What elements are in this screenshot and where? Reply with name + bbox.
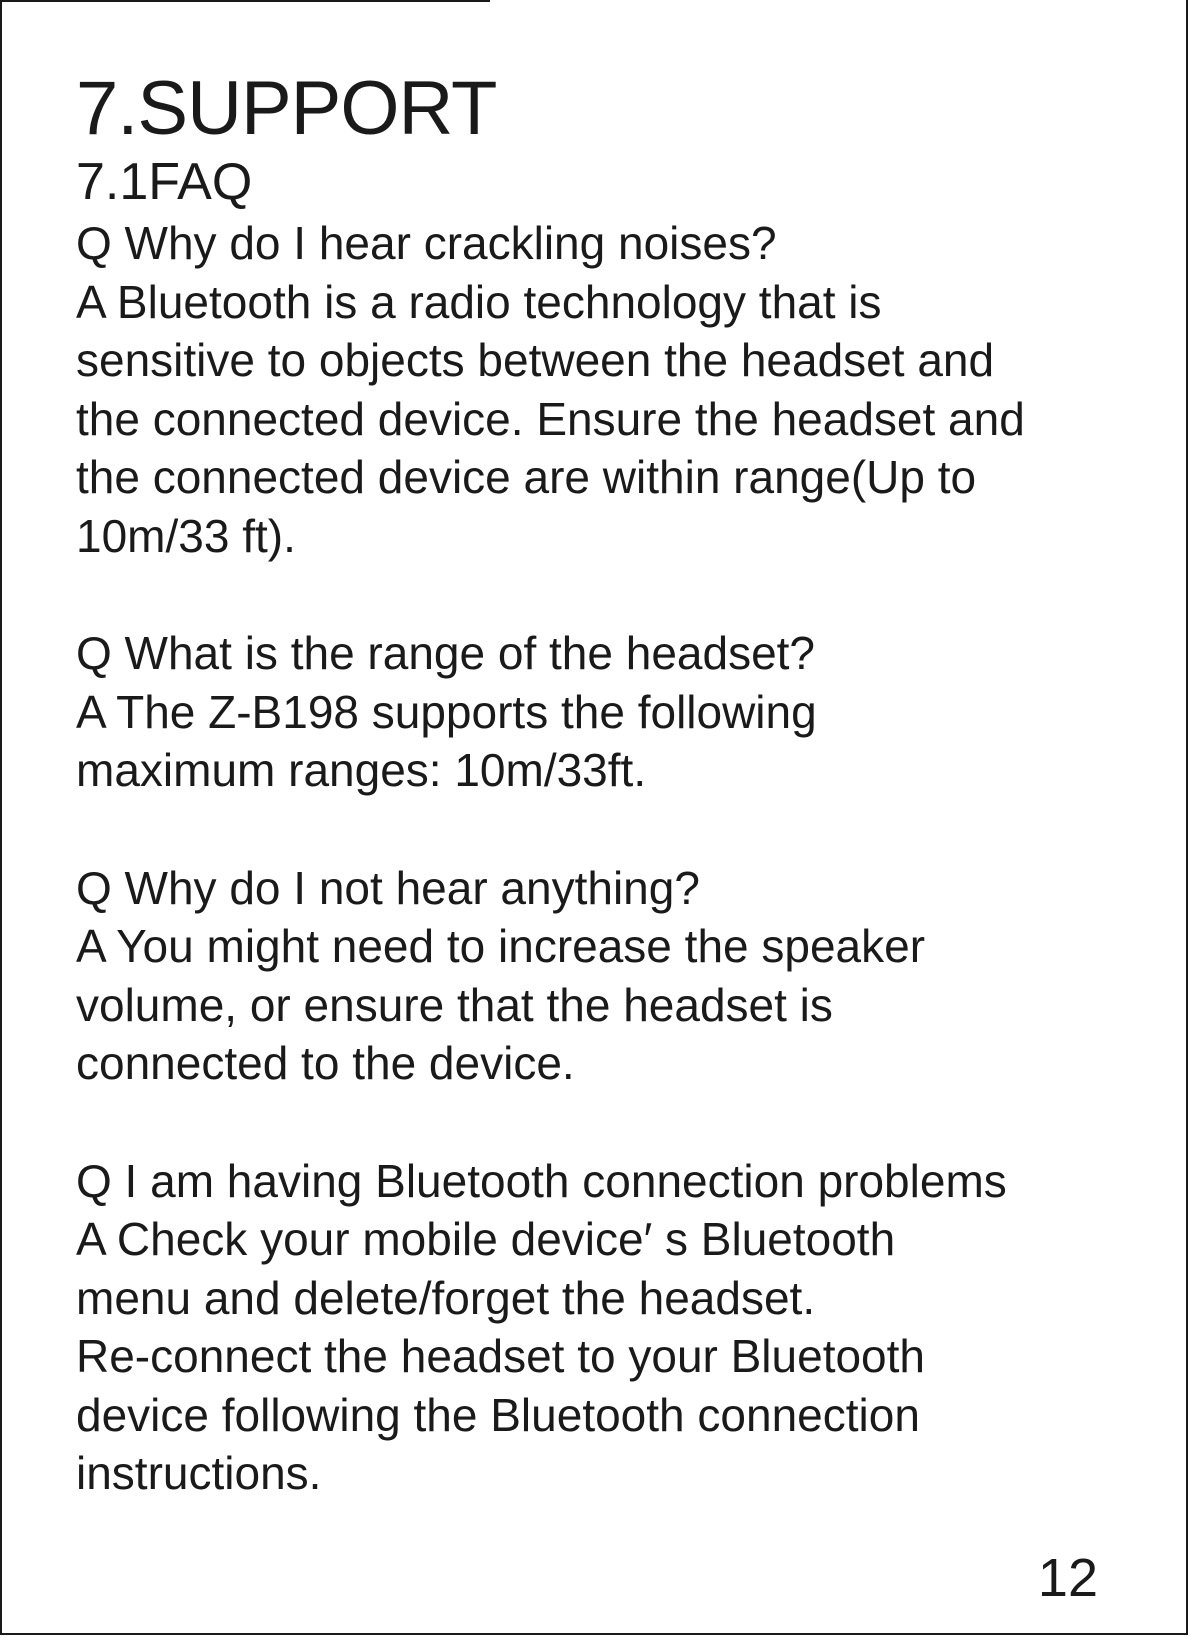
faq-list: [76, 214, 1136, 1503]
page-number: 12: [1037, 1548, 1098, 1608]
faq-question: Q I am having Bluetooth connection problems: [76, 1154, 1007, 1207]
faq-answer-line: connected to the device.: [76, 1037, 575, 1089]
faq-answer-line: Re-connect the headset to your Bluetooth: [76, 1330, 926, 1382]
faq-answer-line: the connected device are within range(Up to: [76, 451, 977, 503]
faq-answer-line: A Bluetooth is a radio technology that is: [76, 275, 882, 328]
faq-answer-line: maximum ranges: 10m/33ft.: [76, 744, 647, 796]
faq-item: [76, 1152, 1136, 1503]
faq-answer-line: the connected device. Ensure the headset and: [76, 392, 1025, 445]
faq-answer-line: device following the Bluetooth connection: [76, 1388, 920, 1441]
faq-answer-line: sensitive to objects between the headset and: [76, 334, 995, 386]
faq-answer-line: volume, or ensure that the headset is: [76, 978, 833, 1031]
faq-question: Q Why do I not hear anything?: [76, 861, 700, 914]
faq-answer-line: A You might need to increase the speaker: [76, 920, 926, 972]
faq-item: [76, 214, 1136, 565]
faq-answer-line: menu and delete/forget the headset.: [76, 1271, 816, 1324]
faq-item: [76, 624, 1136, 800]
page-content: [76, 66, 1136, 1503]
faq-question: Q What is the range of the headset?: [76, 627, 816, 679]
section-title: 7.SUPPORT: [76, 66, 497, 151]
faq-question: Q Why do I hear crackling noises?: [76, 217, 777, 269]
faq-item: [76, 859, 1136, 1093]
top-rule: [2, 0, 490, 2]
faq-answer-line: A The Z-B198 supports the following: [76, 685, 817, 738]
faq-answer-line: 10m/33 ft).: [76, 509, 296, 562]
faq-answer-line: A Check your mobile device′ s Bluetooth: [76, 1213, 896, 1265]
faq-answer-line: instructions.: [76, 1447, 322, 1499]
section-subtitle: 7.1FAQ: [76, 153, 253, 211]
